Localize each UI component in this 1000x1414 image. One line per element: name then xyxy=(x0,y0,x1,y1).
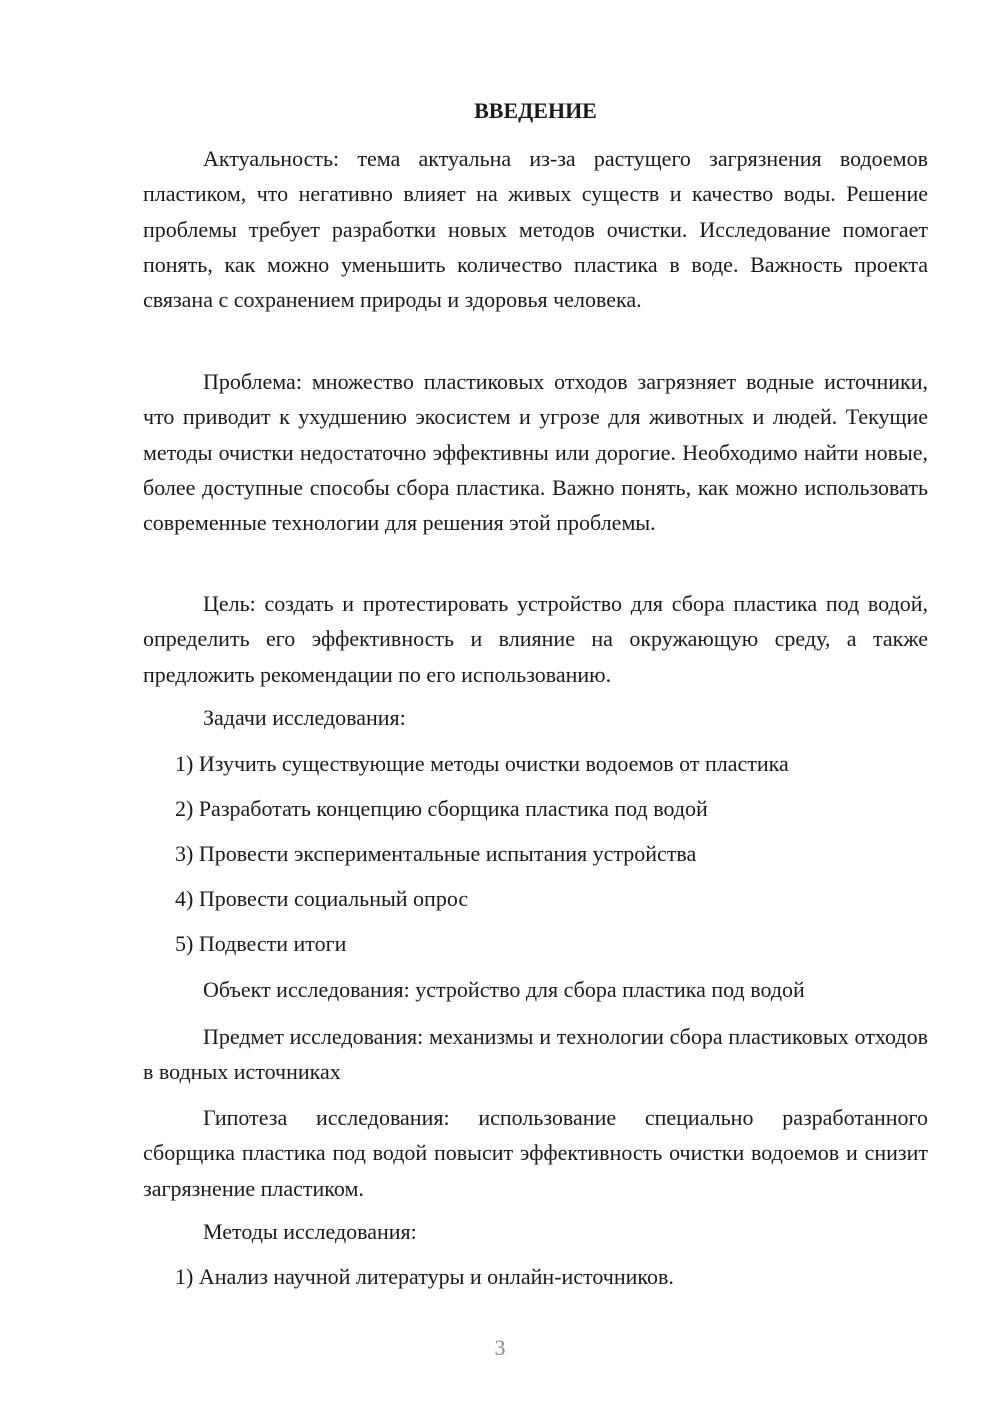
goal-paragraph: Цель: создать и протестировать устройство для сбора пластика под водой, определить его эффективность и влияние на окружающую среду, а также предложить рекомендации по его использованию. xyxy=(143,591,928,687)
task-item: 5) Подвести итоги xyxy=(175,931,347,956)
task-item: 3) Провести экспериментальные испытания устройства xyxy=(175,841,697,866)
research-hypothesis: Гипотеза исследования: использование специально разработанного сборщика пластика под водой повысит эффективность очистки водоемов и снизит загрязнение пластиком. xyxy=(143,1105,928,1201)
task-item: 4) Провести социальный опрос xyxy=(175,886,469,911)
page-title: ВВЕДЕНИЕ xyxy=(474,98,597,123)
research-subject: Предмет исследования: механизмы и технологии сбора пластиковых отходов в водных источниках xyxy=(143,1024,928,1085)
problem-paragraph: Проблема: множество пластиковых отходов загрязняет водные источники, что приводит к ухудшению экосистем и угрозе для животных и людей. Текущие методы очистки недостаточно эффективны или дорогие. Необходимо найти новые, более доступные способы сбора пластика. Важно понять, как можно использовать современные технологии для решения этой проблемы. xyxy=(143,369,928,536)
task-item: 2) Разработать концепцию сборщика пластика под водой xyxy=(175,796,708,821)
research-object: Объект исследования: устройство для сбора пластика под водой xyxy=(203,977,805,1002)
page-number: 3 xyxy=(494,1335,506,1360)
tasks-heading: Задачи исследования: xyxy=(203,705,406,730)
method-item: 1) Анализ научной литературы и онлайн-источников. xyxy=(175,1264,674,1289)
methods-heading: Методы исследования: xyxy=(203,1219,417,1244)
task-item: 1) Изучить существующие методы очистки водоемов от пластика xyxy=(175,751,789,776)
relevance-paragraph: Актуальность: тема актуальна из-за растущего загрязнения водоемов пластиком, что негативно влияет на живых существ и качество воды. Решение проблемы требует разработки новых методов очистки. Исследование помогает понять, как можно уменьшить количество пластика в воде. Важность проекта связана с сохранением природы и здоровья человека. xyxy=(143,146,928,313)
